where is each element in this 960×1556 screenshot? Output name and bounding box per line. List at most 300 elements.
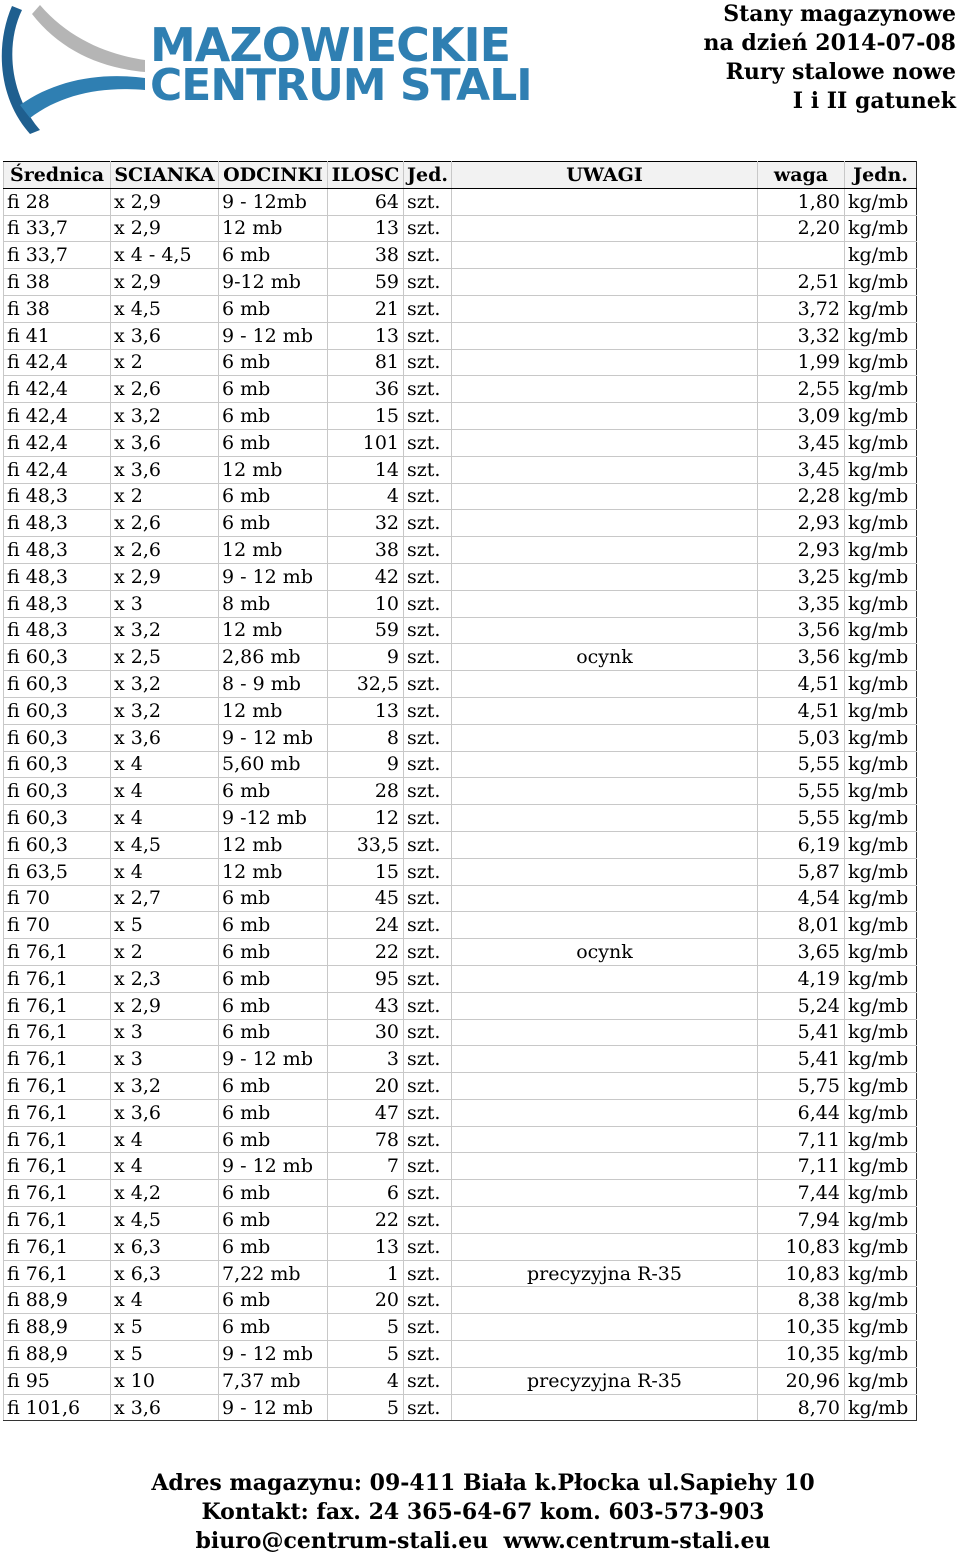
cell-diameter: fi 33,7 — [4, 242, 111, 269]
cell-weight: 3,09 — [757, 403, 844, 430]
cell-quantity: 21 — [328, 295, 404, 322]
header-title: Stany magazynowe — [723, 1, 956, 27]
cell-length: 6 mb — [219, 1233, 328, 1260]
cell-length: 6 mb — [219, 885, 328, 912]
cell-weight: 4,51 — [757, 671, 844, 698]
table-row — [4, 1394, 917, 1421]
cell-quantity: 43 — [328, 992, 404, 1019]
table-row — [4, 269, 917, 296]
cell-weight-unit: kg/mb — [844, 1099, 916, 1126]
cell-weight: 5,41 — [757, 1046, 844, 1073]
cell-notes — [451, 188, 757, 215]
cell-weight: 1,99 — [757, 349, 844, 376]
cell-unit: szt. — [404, 429, 452, 456]
cell-diameter: fi 70 — [4, 912, 111, 939]
cell-notes — [451, 671, 757, 698]
cell-weight-unit: kg/mb — [844, 617, 916, 644]
footer-web: biuro@centrum-stali.eu www.centrum-stali.eu — [195, 1528, 771, 1554]
cell-weight: 5,55 — [757, 805, 844, 832]
cell-diameter: fi 76,1 — [4, 1073, 111, 1100]
cell-unit: szt. — [404, 617, 452, 644]
table-row — [4, 912, 917, 939]
cell-weight-unit: kg/mb — [844, 671, 916, 698]
cell-notes — [451, 912, 757, 939]
cell-length: 9-12 mb — [219, 269, 328, 296]
cell-diameter: fi 76,1 — [4, 1099, 111, 1126]
cell-diameter: fi 70 — [4, 885, 111, 912]
table-row — [4, 1073, 917, 1100]
cell-wall: x 4 — [111, 751, 219, 778]
cell-notes — [451, 965, 757, 992]
cell-weight-unit: kg/mb — [844, 429, 916, 456]
cell-wall: x 3,2 — [111, 671, 219, 698]
cell-unit: szt. — [404, 751, 452, 778]
cell-weight-unit: kg/mb — [844, 1341, 916, 1368]
cell-quantity: 13 — [328, 215, 404, 242]
cell-length: 12 mb — [219, 697, 328, 724]
table-row — [4, 563, 917, 590]
cell-weight: 5,75 — [757, 1073, 844, 1100]
cell-diameter: fi 76,1 — [4, 1260, 111, 1287]
cell-quantity: 7 — [328, 1153, 404, 1180]
table-row — [4, 805, 917, 832]
cell-length: 9 - 12 mb — [219, 1153, 328, 1180]
cell-unit: szt. — [404, 965, 452, 992]
cell-notes — [451, 537, 757, 564]
cell-diameter: fi 42,4 — [4, 349, 111, 376]
cell-unit: szt. — [404, 456, 452, 483]
cell-wall: x 3,6 — [111, 724, 219, 751]
cell-weight: 5,41 — [757, 1019, 844, 1046]
header-product: Rury stalowe nowe — [725, 59, 956, 85]
cell-wall: x 5 — [111, 912, 219, 939]
cell-weight-unit: kg/mb — [844, 215, 916, 242]
cell-weight: 3,35 — [757, 590, 844, 617]
cell-notes — [451, 242, 757, 269]
cell-notes — [451, 1073, 757, 1100]
cell-notes — [451, 483, 757, 510]
cell-weight: 10,83 — [757, 1233, 844, 1260]
cell-diameter: fi 60,3 — [4, 751, 111, 778]
cell-weight: 7,11 — [757, 1126, 844, 1153]
cell-diameter: fi 101,6 — [4, 1394, 111, 1421]
cell-wall: x 6,3 — [111, 1233, 219, 1260]
cell-length: 9 - 12 mb — [219, 1341, 328, 1368]
table-row — [4, 510, 917, 537]
cell-weight-unit: kg/mb — [844, 510, 916, 537]
cell-wall: x 2 — [111, 939, 219, 966]
cell-notes — [451, 456, 757, 483]
logo-text-line2: CENTRUM STALI — [150, 60, 532, 111]
cell-length: 6 mb — [219, 1099, 328, 1126]
cell-weight: 2,28 — [757, 483, 844, 510]
cell-weight-unit: kg/mb — [844, 269, 916, 296]
table-row — [4, 1126, 917, 1153]
cell-length: 6 mb — [219, 349, 328, 376]
cell-notes — [451, 322, 757, 349]
cell-wall: x 2,5 — [111, 644, 219, 671]
col-header-notes: UWAGI — [451, 162, 757, 189]
cell-length: 9 - 12 mb — [219, 724, 328, 751]
cell-quantity: 38 — [328, 242, 404, 269]
cell-diameter: fi 42,4 — [4, 429, 111, 456]
footer — [0, 1469, 960, 1556]
cell-length: 12 mb — [219, 215, 328, 242]
document-header — [703, 0, 956, 116]
col-header-diameter: Średnica — [4, 162, 111, 189]
cell-wall: x 4,5 — [111, 1207, 219, 1234]
cell-unit: szt. — [404, 563, 452, 590]
cell-notes — [451, 376, 757, 403]
cell-length: 12 mb — [219, 537, 328, 564]
cell-length: 9 - 12mb — [219, 188, 328, 215]
table-row — [4, 295, 917, 322]
cell-diameter: fi 38 — [4, 295, 111, 322]
cell-weight-unit: kg/mb — [844, 1394, 916, 1421]
cell-length: 6 mb — [219, 510, 328, 537]
cell-diameter: fi 60,3 — [4, 671, 111, 698]
cell-quantity: 5 — [328, 1394, 404, 1421]
cell-weight-unit: kg/mb — [844, 1153, 916, 1180]
table-row — [4, 1260, 917, 1287]
cell-length: 7,37 mb — [219, 1367, 328, 1394]
cell-quantity: 13 — [328, 322, 404, 349]
cell-weight-unit: kg/mb — [844, 778, 916, 805]
cell-weight-unit: kg/mb — [844, 349, 916, 376]
cell-unit: szt. — [404, 1314, 452, 1341]
table-row — [4, 1180, 917, 1207]
cell-diameter: fi 60,3 — [4, 724, 111, 751]
cell-quantity: 22 — [328, 1207, 404, 1234]
cell-wall: x 4,2 — [111, 1180, 219, 1207]
cell-unit: szt. — [404, 724, 452, 751]
cell-quantity: 59 — [328, 269, 404, 296]
cell-wall: x 3 — [111, 590, 219, 617]
cell-weight-unit: kg/mb — [844, 1314, 916, 1341]
cell-diameter: fi 76,1 — [4, 1180, 111, 1207]
cell-notes — [451, 1046, 757, 1073]
cell-length: 9 - 12 mb — [219, 322, 328, 349]
cell-weight: 2,51 — [757, 269, 844, 296]
cell-notes — [451, 1099, 757, 1126]
cell-quantity: 13 — [328, 697, 404, 724]
cell-notes — [451, 858, 757, 885]
cell-diameter: fi 42,4 — [4, 403, 111, 430]
cell-notes — [451, 1019, 757, 1046]
cell-weight: 1,80 — [757, 188, 844, 215]
cell-quantity: 59 — [328, 617, 404, 644]
cell-quantity: 22 — [328, 939, 404, 966]
cell-notes — [451, 429, 757, 456]
cell-diameter: fi 95 — [4, 1367, 111, 1394]
cell-notes — [451, 1287, 757, 1314]
table-row — [4, 965, 917, 992]
table-row — [4, 483, 917, 510]
cell-unit: szt. — [404, 992, 452, 1019]
table-row — [4, 671, 917, 698]
cell-quantity: 10 — [328, 590, 404, 617]
cell-weight-unit: kg/mb — [844, 912, 916, 939]
cell-quantity: 24 — [328, 912, 404, 939]
cell-weight-unit: kg/mb — [844, 483, 916, 510]
cell-length: 5,60 mb — [219, 751, 328, 778]
cell-weight-unit: kg/mb — [844, 885, 916, 912]
cell-quantity: 5 — [328, 1314, 404, 1341]
cell-diameter: fi 42,4 — [4, 376, 111, 403]
cell-weight: 4,54 — [757, 885, 844, 912]
table-row — [4, 1341, 917, 1368]
cell-weight-unit: kg/mb — [844, 1126, 916, 1153]
cell-notes: precyzyjna R-35 — [451, 1367, 757, 1394]
table-row — [4, 831, 917, 858]
cell-wall: x 4 — [111, 1287, 219, 1314]
cell-diameter: fi 28 — [4, 188, 111, 215]
cell-quantity: 15 — [328, 403, 404, 430]
cell-length: 9 - 12 mb — [219, 1394, 328, 1421]
cell-weight-unit: kg/mb — [844, 697, 916, 724]
cell-weight: 7,94 — [757, 1207, 844, 1234]
table-row — [4, 1046, 917, 1073]
cell-weight: 2,20 — [757, 215, 844, 242]
cell-notes — [451, 269, 757, 296]
cell-wall: x 3,2 — [111, 617, 219, 644]
cell-weight — [757, 242, 844, 269]
cell-wall: x 4 — [111, 1126, 219, 1153]
cell-quantity: 30 — [328, 1019, 404, 1046]
cell-weight-unit: kg/mb — [844, 322, 916, 349]
cell-weight-unit: kg/mb — [844, 590, 916, 617]
cell-weight-unit: kg/mb — [844, 242, 916, 269]
cell-unit: szt. — [404, 1126, 452, 1153]
cell-weight-unit: kg/mb — [844, 831, 916, 858]
cell-wall: x 2,7 — [111, 885, 219, 912]
cell-unit: szt. — [404, 697, 452, 724]
table-row — [4, 1099, 917, 1126]
cell-length: 7,22 mb — [219, 1260, 328, 1287]
cell-weight: 5,55 — [757, 751, 844, 778]
cell-unit: szt. — [404, 912, 452, 939]
cell-quantity: 20 — [328, 1287, 404, 1314]
cell-wall: x 2,6 — [111, 537, 219, 564]
cell-notes — [451, 295, 757, 322]
cell-unit: szt. — [404, 1260, 452, 1287]
cell-notes — [451, 1394, 757, 1421]
cell-diameter: fi 88,9 — [4, 1314, 111, 1341]
header-grade: I i II gatunek — [792, 88, 956, 114]
cell-wall: x 3,6 — [111, 1099, 219, 1126]
col-header-weight-unit: Jedn. — [844, 162, 916, 189]
table-row — [4, 349, 917, 376]
cell-wall: x 4 — [111, 778, 219, 805]
table-row — [4, 429, 917, 456]
cell-wall: x 2,3 — [111, 965, 219, 992]
cell-weight-unit: kg/mb — [844, 563, 916, 590]
cell-wall: x 10 — [111, 1367, 219, 1394]
cell-weight-unit: kg/mb — [844, 939, 916, 966]
cell-length: 12 mb — [219, 858, 328, 885]
cell-wall: x 2,6 — [111, 376, 219, 403]
cell-wall: x 5 — [111, 1314, 219, 1341]
cell-quantity: 36 — [328, 376, 404, 403]
cell-quantity: 42 — [328, 563, 404, 590]
cell-wall: x 2,9 — [111, 563, 219, 590]
cell-notes — [451, 1126, 757, 1153]
cell-quantity: 32,5 — [328, 671, 404, 698]
cell-length: 8 mb — [219, 590, 328, 617]
cell-weight: 6,19 — [757, 831, 844, 858]
cell-diameter: fi 48,3 — [4, 617, 111, 644]
table-row — [4, 992, 917, 1019]
table-row — [4, 537, 917, 564]
table-row — [4, 590, 917, 617]
table-row — [4, 1019, 917, 1046]
cell-wall: x 3,2 — [111, 1073, 219, 1100]
cell-wall: x 4,5 — [111, 831, 219, 858]
cell-notes — [451, 403, 757, 430]
cell-unit: szt. — [404, 1394, 452, 1421]
cell-wall: x 3,2 — [111, 697, 219, 724]
cell-weight-unit: kg/mb — [844, 295, 916, 322]
cell-weight: 5,24 — [757, 992, 844, 1019]
cell-length: 6 mb — [219, 778, 328, 805]
cell-diameter: fi 76,1 — [4, 1019, 111, 1046]
cell-quantity: 9 — [328, 751, 404, 778]
cell-weight: 6,44 — [757, 1099, 844, 1126]
cell-quantity: 101 — [328, 429, 404, 456]
cell-unit: szt. — [404, 885, 452, 912]
cell-weight: 10,83 — [757, 1260, 844, 1287]
cell-diameter: fi 48,3 — [4, 537, 111, 564]
cell-length: 8 - 9 mb — [219, 671, 328, 698]
cell-weight: 3,56 — [757, 617, 844, 644]
cell-weight-unit: kg/mb — [844, 992, 916, 1019]
cell-length: 6 mb — [219, 376, 328, 403]
cell-diameter: fi 88,9 — [4, 1287, 111, 1314]
table-row — [4, 751, 917, 778]
cell-weight-unit: kg/mb — [844, 456, 916, 483]
logo-text-line1: MAZOWIECKIE — [150, 18, 511, 72]
cell-notes — [451, 992, 757, 1019]
cell-notes — [451, 831, 757, 858]
cell-unit: szt. — [404, 1287, 452, 1314]
cell-weight: 3,25 — [757, 563, 844, 590]
cell-unit: szt. — [404, 537, 452, 564]
table-row — [4, 724, 917, 751]
cell-notes — [451, 590, 757, 617]
cell-quantity: 9 — [328, 644, 404, 671]
table-row — [4, 858, 917, 885]
cell-notes — [451, 1153, 757, 1180]
cell-weight: 3,65 — [757, 939, 844, 966]
table-row — [4, 1233, 917, 1260]
cell-unit: szt. — [404, 831, 452, 858]
company-logo — [0, 0, 580, 140]
cell-diameter: fi 38 — [4, 269, 111, 296]
cell-notes — [451, 215, 757, 242]
cell-weight: 10,35 — [757, 1314, 844, 1341]
cell-wall: x 4,5 — [111, 295, 219, 322]
cell-diameter: fi 48,3 — [4, 590, 111, 617]
cell-wall: x 2,9 — [111, 188, 219, 215]
cell-diameter: fi 76,1 — [4, 1153, 111, 1180]
cell-wall: x 4 — [111, 858, 219, 885]
cell-wall: x 2 — [111, 349, 219, 376]
cell-unit: szt. — [404, 644, 452, 671]
cell-weight: 5,55 — [757, 778, 844, 805]
cell-notes — [451, 1233, 757, 1260]
table-body — [4, 188, 917, 1421]
cell-wall: x 2,9 — [111, 992, 219, 1019]
cell-weight: 2,55 — [757, 376, 844, 403]
cell-wall: x 3,6 — [111, 322, 219, 349]
cell-quantity: 12 — [328, 805, 404, 832]
cell-unit: szt. — [404, 1367, 452, 1394]
cell-unit: szt. — [404, 1180, 452, 1207]
cell-weight-unit: kg/mb — [844, 1207, 916, 1234]
cell-unit: szt. — [404, 510, 452, 537]
cell-weight: 3,72 — [757, 295, 844, 322]
cell-length: 6 mb — [219, 912, 328, 939]
table-row — [4, 1153, 917, 1180]
cell-notes — [451, 1341, 757, 1368]
cell-notes: ocynk — [451, 939, 757, 966]
table-row — [4, 1367, 917, 1394]
table-row — [4, 376, 917, 403]
cell-length: 6 mb — [219, 1180, 328, 1207]
cell-notes — [451, 885, 757, 912]
cell-unit: szt. — [404, 483, 452, 510]
cell-wall: x 3,6 — [111, 429, 219, 456]
cell-unit: szt. — [404, 1099, 452, 1126]
table-row — [4, 188, 917, 215]
cell-notes — [451, 805, 757, 832]
cell-weight-unit: kg/mb — [844, 537, 916, 564]
cell-quantity: 14 — [328, 456, 404, 483]
table-row — [4, 242, 917, 269]
cell-quantity: 8 — [328, 724, 404, 751]
cell-diameter: fi 60,3 — [4, 778, 111, 805]
cell-wall: x 5 — [111, 1341, 219, 1368]
cell-notes — [451, 778, 757, 805]
cell-quantity: 4 — [328, 1367, 404, 1394]
cell-weight-unit: kg/mb — [844, 376, 916, 403]
cell-length: 6 mb — [219, 483, 328, 510]
cell-diameter: fi 33,7 — [4, 215, 111, 242]
cell-wall: x 3,6 — [111, 456, 219, 483]
cell-diameter: fi 76,1 — [4, 1233, 111, 1260]
cell-weight-unit: kg/mb — [844, 1367, 916, 1394]
cell-weight-unit: kg/mb — [844, 1046, 916, 1073]
cell-weight-unit: kg/mb — [844, 1260, 916, 1287]
col-header-quantity: ILOSC — [328, 162, 404, 189]
cell-weight: 8,70 — [757, 1394, 844, 1421]
table-header-row — [4, 162, 917, 189]
footer-address: Adres magazynu: 09-411 Biała k.Płocka ul.Sapiehy 10 — [151, 1470, 815, 1496]
cell-quantity: 1 — [328, 1260, 404, 1287]
cell-weight: 7,44 — [757, 1180, 844, 1207]
cell-quantity: 6 — [328, 1180, 404, 1207]
cell-unit: szt. — [404, 242, 452, 269]
table-row — [4, 456, 917, 483]
cell-unit: szt. — [404, 349, 452, 376]
cell-notes — [451, 1314, 757, 1341]
cell-weight: 5,87 — [757, 858, 844, 885]
cell-weight: 3,32 — [757, 322, 844, 349]
cell-diameter: fi 76,1 — [4, 1046, 111, 1073]
cell-length: 6 mb — [219, 939, 328, 966]
cell-diameter: fi 48,3 — [4, 483, 111, 510]
cell-unit: szt. — [404, 939, 452, 966]
